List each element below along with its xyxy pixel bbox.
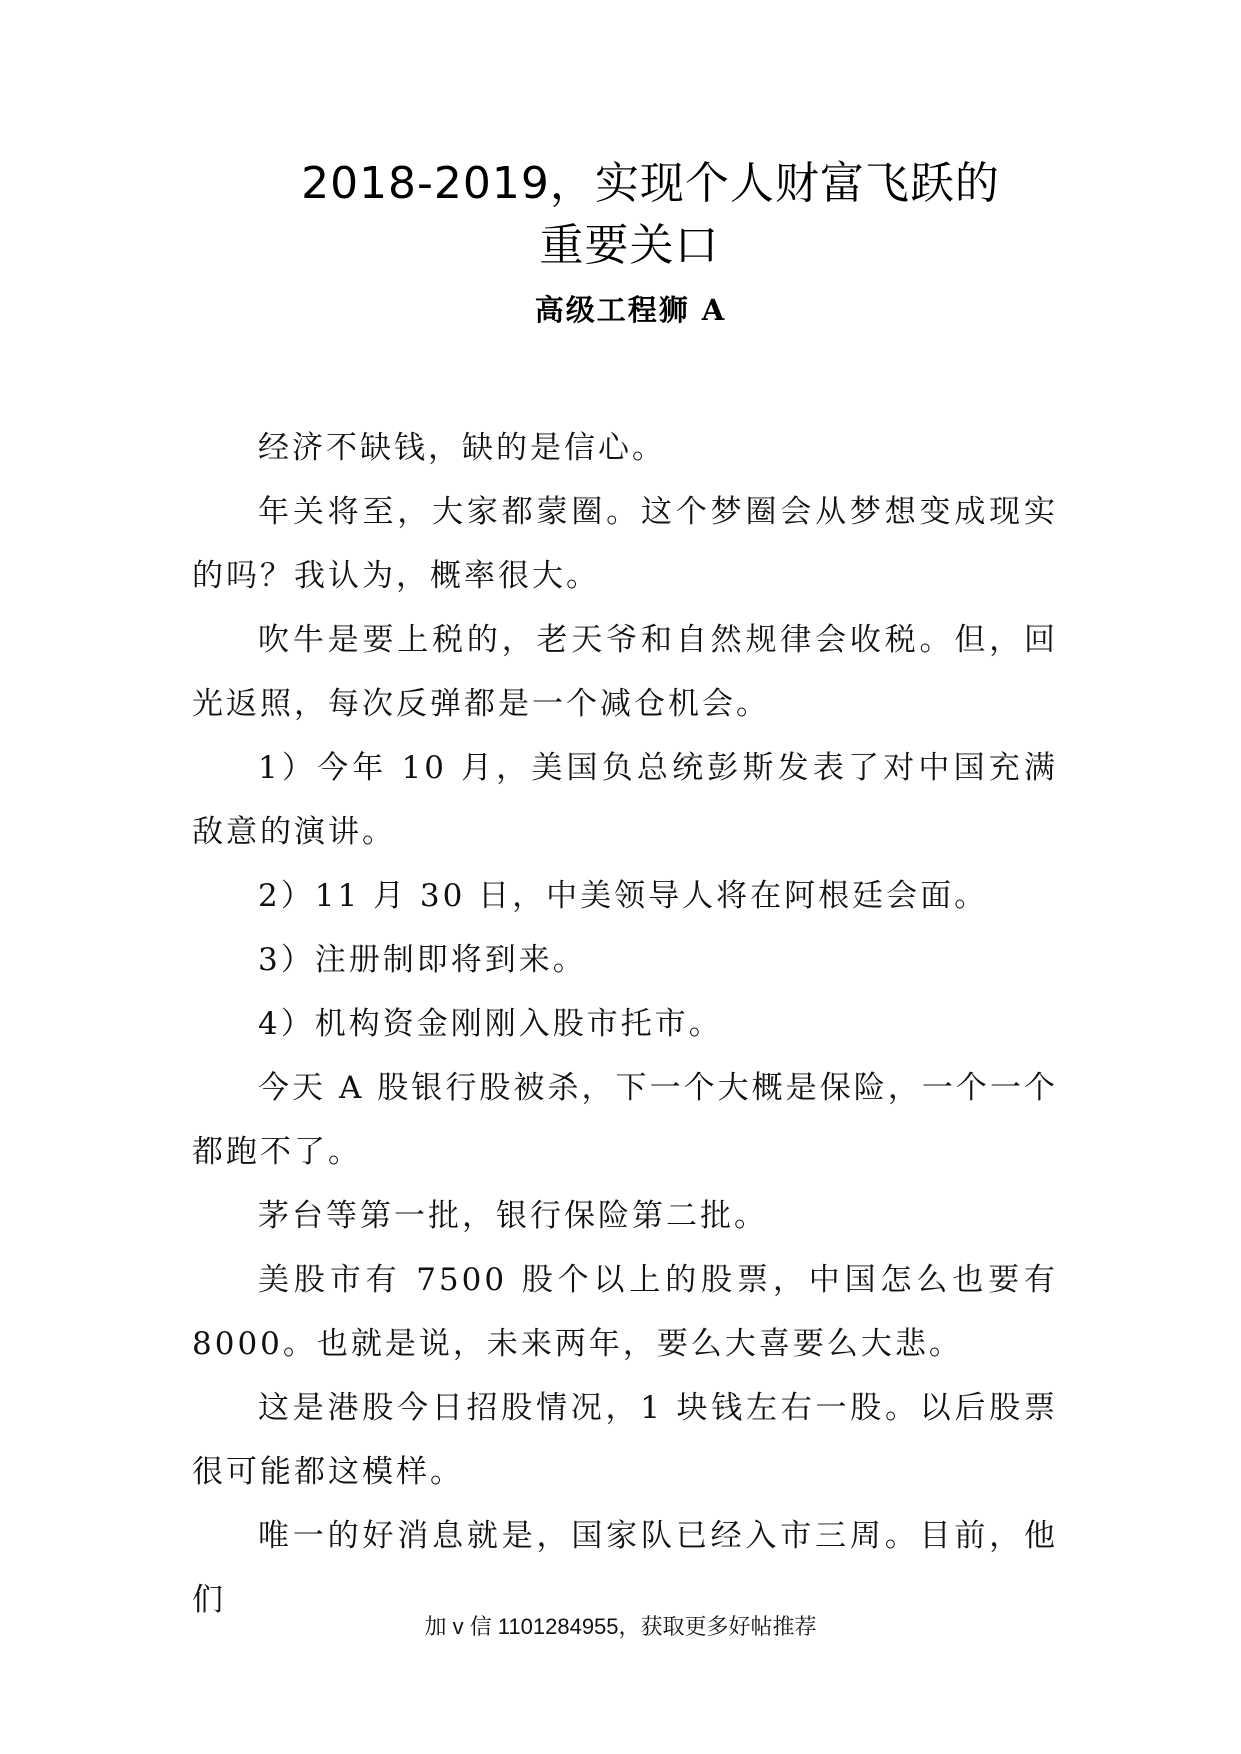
author-name: 高级工程狮 A (534, 293, 727, 327)
paragraph: 年关将至，大家都蒙圈。这个梦圈会从梦想变成现实的吗？我认为，概率很大。 (192, 494, 1058, 594)
paragraph: 茅台等第一批，银行保险第二批。 (258, 1198, 768, 1234)
paragraph: 今天 A 股银行股被杀，下一个大概是保险，一个一个都跑不了。 (192, 1070, 1058, 1170)
paragraph: 这是港股今日招股情况，1 块钱左右一股。以后股票很可能都这模样。 (192, 1390, 1058, 1490)
paragraph: 4）机构资金刚刚入股市托市。 (258, 1006, 723, 1042)
document-title-line-1: 2018-2019，实现个人财富飞跃的 (301, 158, 1000, 209)
paragraph: 经济不缺钱，缺的是信心。 (258, 430, 666, 466)
paragraph: 唯一的好消息就是，国家队已经入市三周。目前，他们 (192, 1518, 1058, 1618)
paragraph: 美股市有 7500 股个以上的股票，中国怎么也要有 8000。也就是说，未来两年，要么大喜要么大悲。 (192, 1262, 1058, 1362)
document-title-line-2: 重要关口 (539, 220, 720, 271)
paragraph: 1）今年 10 月，美国负总统彭斯发表了对中国充满敌意的演讲。 (192, 750, 1058, 850)
paragraph: 2）11 月 30 日，中美领导人将在阿根廷会面。 (258, 878, 989, 914)
paragraph: 吹牛是要上税的，老天爷和自然规律会收税。但，回光返照，每次反弹都是一个减仓机会。 (192, 622, 1058, 722)
page-footer: 加 v 信 1101284955，获取更多好帖推荐 (424, 1614, 817, 1639)
paragraph: 3）注册制即将到来。 (258, 942, 587, 978)
article-body (192, 416, 1058, 1632)
